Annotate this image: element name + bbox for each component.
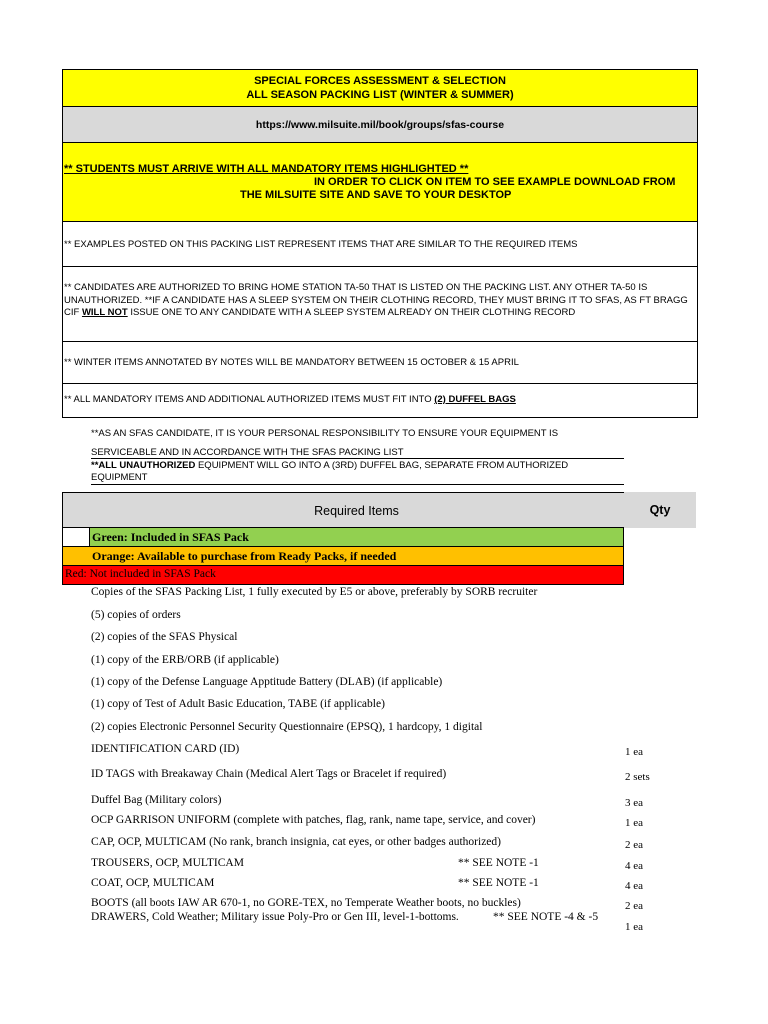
list-item bbox=[91, 857, 621, 869]
unauthorized-line-2: EQUIPMENT bbox=[91, 471, 148, 483]
item-note: ** SEE NOTE -1 bbox=[458, 857, 539, 869]
item-label: CAP, OCP, MULTICAM (No rank, branch insignia, cat eyes, or other badges authorized) bbox=[91, 836, 501, 848]
title-line-2: ALL SEASON PACKING LIST (WINTER & SUMMER) bbox=[246, 89, 514, 101]
legend-orange bbox=[62, 546, 624, 566]
list-item bbox=[91, 721, 621, 733]
legend-green-label: Green: Included in SFAS Pack bbox=[92, 530, 249, 544]
item-label: ID TAGS with Breakaway Chain (Medical Alert Tags or Bracelet if required) bbox=[91, 768, 447, 780]
legend-red bbox=[62, 565, 624, 585]
list-item bbox=[91, 768, 621, 780]
url-bar bbox=[62, 106, 698, 143]
table-header-gutter bbox=[62, 492, 90, 528]
item-qty: 3 ea bbox=[625, 797, 644, 809]
qty-heading: Qty bbox=[649, 503, 671, 517]
mandatory-line-1: ** STUDENTS MUST ARRIVE WITH ALL MANDATORY ITEMS HIGHLIGHTED ** bbox=[64, 163, 469, 175]
item-qty: 2 ea bbox=[625, 839, 644, 851]
responsibility-note bbox=[91, 424, 651, 462]
table-header-qty bbox=[624, 492, 696, 528]
unauthorized-divider bbox=[91, 484, 624, 485]
list-item bbox=[91, 609, 621, 621]
duffel-note bbox=[62, 383, 698, 418]
unauthorized-bold: **ALL UNAUTHORIZED bbox=[91, 460, 196, 471]
title-block bbox=[62, 69, 698, 107]
mandatory-banner bbox=[62, 142, 698, 222]
list-item bbox=[91, 676, 621, 688]
item-label: TROUSERS, OCP, MULTICAM bbox=[91, 857, 244, 869]
item-label: OCP GARRISON UNIFORM (complete with patches, flag, rank, name tape, service, and cover) bbox=[91, 814, 536, 826]
examples-note-text: ** EXAMPLES POSTED ON THIS PACKING LIST REPRESENT ITEMS THAT ARE SIMILAR TO THE REQUIRED ITEMS bbox=[64, 239, 578, 250]
item-label: BOOTS (all boots IAW AR 670-1, no GORE-TEX, no Temperate Weather boots, no buckles) bbox=[91, 897, 521, 909]
unauthorized-note bbox=[91, 460, 624, 483]
legend-green bbox=[89, 527, 624, 547]
list-item bbox=[91, 586, 621, 598]
winter-note bbox=[62, 341, 698, 384]
winter-note-text: ** WINTER ITEMS ANNOTATED BY NOTES WILL BE MANDATORY BETWEEN 15 OCTOBER & 15 APRIL bbox=[64, 357, 519, 368]
item-qty: 1 ea bbox=[625, 921, 644, 933]
item-label: Copies of the SFAS Packing List, 1 fully executed by E5 or above, preferably by SORB recruiter bbox=[91, 586, 538, 598]
responsibility-line-2: SERVICEABLE AND IN ACCORDANCE WITH THE SFAS PACKING LIST bbox=[91, 447, 404, 458]
item-label: IDENTIFICATION CARD (ID) bbox=[91, 743, 240, 755]
item-label: (2) copies Electronic Personnel Security Questionnaire (EPSQ), 1 hardcopy, 1 digital bbox=[91, 721, 483, 733]
title-line-1: SPECIAL FORCES ASSESSMENT & SELECTION bbox=[254, 75, 506, 87]
item-note: ** SEE NOTE -1 bbox=[458, 877, 539, 889]
list-item bbox=[91, 654, 621, 666]
item-label: COAT, OCP, MULTICAM bbox=[91, 877, 215, 889]
list-item bbox=[91, 631, 621, 643]
list-item bbox=[91, 794, 621, 806]
responsibility-divider bbox=[91, 458, 624, 459]
item-label: DRAWERS, Cold Weather; Military issue Poly-Pro or Gen III, level-1-bottoms. bbox=[91, 911, 459, 923]
item-label: (2) copies of the SFAS Physical bbox=[91, 631, 238, 643]
item-qty: 4 ea bbox=[625, 860, 644, 872]
item-label: Duffel Bag (Military colors) bbox=[91, 794, 222, 806]
duffel-note-text: ** ALL MANDATORY ITEMS AND ADDITIONAL AUTHORIZED ITEMS MUST FIT INTO bbox=[64, 394, 435, 405]
list-item bbox=[91, 911, 621, 923]
item-qty: 2 ea bbox=[625, 900, 644, 912]
item-qty: 1 ea bbox=[625, 746, 644, 758]
item-qty: 4 ea bbox=[625, 880, 644, 892]
required-items-heading: Required Items bbox=[314, 504, 399, 518]
legend-red-label: Red: Not included in SFAS Pack bbox=[65, 568, 216, 580]
ta50-note-text-b: ISSUE ONE TO ANY CANDIDATE WITH A SLEEP SYSTEM ALREADY ON THEIR CLOTHING RECORD bbox=[127, 307, 576, 318]
item-label: (1) copy of the Defense Language Apptitude Battery (DLAB) (if applicable) bbox=[91, 676, 443, 688]
examples-note bbox=[62, 221, 698, 267]
ta50-will-not: WILL NOT bbox=[81, 307, 128, 318]
item-note: ** SEE NOTE -4 & -5 bbox=[493, 911, 599, 923]
milsuite-link[interactable]: https://www.milsuite.mil/book/groups/sfas-course bbox=[255, 119, 505, 131]
ta50-note bbox=[62, 266, 698, 342]
mandatory-line-2: IN ORDER TO CLICK ON ITEM TO SEE EXAMPLE DOWNLOAD FROM bbox=[314, 176, 676, 188]
duffel-count: (2) DUFFEL BAGS bbox=[434, 394, 516, 405]
item-qty: 2 sets bbox=[625, 771, 650, 783]
list-item bbox=[91, 897, 621, 909]
list-item bbox=[91, 877, 621, 889]
unauthorized-text: EQUIPMENT WILL GO INTO A (3RD) DUFFEL BAG, SEPARATE FROM AUTHORIZED bbox=[195, 460, 569, 471]
list-item bbox=[91, 814, 621, 826]
list-item bbox=[91, 743, 621, 755]
item-qty: 1 ea bbox=[625, 817, 644, 829]
legend-orange-label: Orange: Available to purchase from Ready Packs, if needed bbox=[92, 549, 397, 563]
item-label: (1) copy of Test of Adult Basic Education, TABE (if applicable) bbox=[91, 698, 385, 710]
table-header-items bbox=[89, 492, 624, 528]
item-label: (5) copies of orders bbox=[91, 609, 181, 621]
list-item bbox=[91, 836, 621, 848]
ta50-note-text-a: ** CANDIDATES ARE AUTHORIZED TO BRING HOME STATION TA-50 THAT IS LISTED ON THE PACKING LIST. ANY OTHER TA-50 IS UNAUTHORIZED. **IF A CANDIDATE HAS A SLEEP SYSTEM ON THEIR CLOTHING RECORD, THEY MUST BRING IT TO SFAS, AS FT BRAGG CIF bbox=[64, 282, 688, 318]
list-item bbox=[91, 698, 621, 710]
responsibility-line-1: **AS AN SFAS CANDIDATE, IT IS YOUR PERSONAL RESPONSIBILITY TO ENSURE YOUR EQUIPMENT IS bbox=[91, 428, 559, 439]
mandatory-line-3: THE MILSUITE SITE AND SAVE TO YOUR DESKTOP bbox=[240, 189, 512, 201]
item-label: (1) copy of the ERB/ORB (if applicable) bbox=[91, 654, 279, 666]
